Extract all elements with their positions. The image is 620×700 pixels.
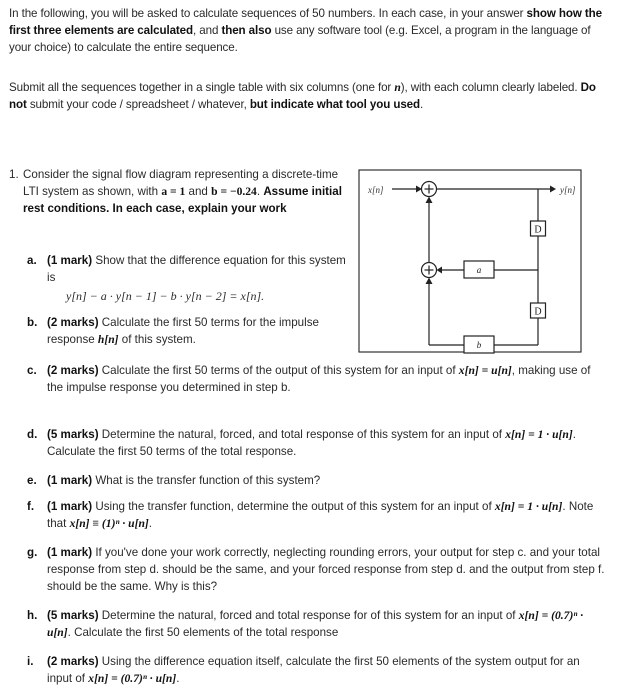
intro-text: In the following, you will be asked to calculate sequences of 50 numbers. In each case, in your answer	[9, 7, 527, 20]
math-n: n	[394, 81, 401, 94]
part-text: of this system.	[118, 333, 196, 346]
input-label: x[n]	[368, 185, 384, 195]
part-text: . Calculate the first 50 elements of the total response	[67, 626, 339, 639]
intro-bold: but indicate what tool you used	[249, 98, 420, 111]
part-g-label: g.	[27, 546, 38, 559]
intro-paragraph-1	[9, 5, 609, 56]
part-b-text	[47, 314, 347, 348]
math-expr: x[n] = 1 · u[n]	[505, 428, 573, 441]
math-a-value: a = 1	[161, 185, 186, 198]
delay-block-2	[531, 303, 546, 318]
part-g-text	[47, 544, 607, 595]
adder-top	[422, 182, 437, 197]
delay-block-1	[531, 221, 546, 236]
intro-bold: Do not	[9, 81, 596, 111]
adder-bottom	[422, 263, 437, 278]
part-text: , making use of the impulse response you determined in step b.	[47, 364, 591, 394]
part-text: Determine the natural, forced, and total response of this system for an input of	[98, 428, 506, 441]
part-e-label: e.	[27, 474, 37, 487]
part-text: Using the difference equation itself, calculate the first 50 elements of the system output for an input of	[47, 655, 580, 685]
part-c-text	[47, 362, 592, 396]
math-b-value: b = −0.24	[211, 185, 257, 198]
mark: (2 marks)	[47, 364, 99, 377]
part-f-label: f.	[27, 500, 35, 513]
part-text: Determine the natural, forced and total response for of this system for an input of	[98, 609, 519, 622]
part-b-label: b.	[27, 316, 38, 329]
part-a-label: a.	[27, 254, 37, 267]
mark: (1 mark)	[47, 500, 93, 513]
intro-text: Submit all the sequences together in a single table with six columns (one for	[9, 81, 395, 94]
intro-bold: then also	[221, 24, 272, 37]
part-e-text	[47, 472, 607, 489]
math-expr: x[n] = (0.7)ⁿ · u[n]	[88, 672, 177, 685]
intro-text: .	[420, 98, 424, 111]
mark: (1 mark)	[47, 474, 93, 487]
part-h-text	[47, 607, 607, 641]
part-text: If you've done your work correctly, neglecting rounding errors, your output for step c. and your total response from step d. should be the same, and your forced response from step d. and the output from step f. should be the same. Why is this?	[47, 546, 605, 593]
gain-b-label: b	[476, 340, 482, 350]
math-expr: x[n] = u[n]	[458, 364, 512, 377]
output-label: y[n]	[560, 185, 576, 195]
part-text: .	[176, 672, 180, 685]
gain-a-label: a	[476, 265, 482, 275]
mark: (1 mark)	[47, 254, 93, 267]
part-i-text	[47, 653, 607, 687]
mark: (2 marks)	[47, 655, 99, 668]
mark: (1 mark)	[47, 546, 93, 559]
part-text: What is the transfer function of this system?	[92, 474, 321, 487]
question-bold: Assume initial rest conditions. In each case, explain your work	[23, 185, 342, 215]
intro-text: submit your code / spreadsheet / whatever,	[26, 98, 250, 111]
question-stem	[23, 166, 351, 217]
mark: (5 marks)	[47, 428, 99, 441]
delay-1-label: D	[534, 224, 542, 236]
intro-bold: show how the first three elements are calculated	[9, 7, 602, 37]
part-d-label: d.	[27, 428, 38, 441]
part-text: Using the transfer function, determine the output of this system for an input of	[92, 500, 495, 513]
question-text: and	[185, 185, 212, 198]
intro-text: ), with each column clearly labeled.	[400, 81, 581, 94]
part-text: . Note that	[47, 500, 594, 530]
intro-text: use any software tool (e.g. Excel, a program in the language of your choice) to calculate the entire sequence.	[9, 24, 591, 54]
delay-2-label: D	[534, 306, 542, 318]
mark: (5 marks)	[47, 609, 99, 622]
math-hn: h[n]	[97, 333, 119, 346]
part-text: Show that the difference equation for this system is	[47, 254, 346, 284]
gain-block-b	[464, 336, 494, 353]
question-text: .	[256, 185, 264, 198]
part-a-text	[47, 252, 347, 286]
part-f-text	[47, 498, 607, 532]
difference-equation: y[n] − a · y[n − 1] − b · y[n − 2] = x[n].	[66, 289, 265, 303]
math-expr: x[n] ≡ (1)ⁿ · u[n]	[69, 517, 149, 530]
part-text: Calculate the first 50 terms for the impulse response	[47, 316, 319, 346]
signal-flow-diagram	[358, 169, 583, 354]
mark: (2 marks)	[47, 316, 99, 329]
intro-paragraph-2	[9, 79, 609, 113]
gain-block-a	[464, 261, 494, 278]
part-text: Calculate the first 50 terms of the output of this system for an input of	[98, 364, 459, 377]
part-d-text	[47, 426, 607, 460]
part-i-label: i.	[27, 655, 34, 668]
part-text: .	[148, 517, 153, 530]
part-text: . Calculate the first 50 terms of the total response.	[47, 428, 576, 458]
math-expr: x[n] = (0.7)ⁿ · u[n]	[47, 609, 584, 639]
intro-text: , and	[193, 24, 222, 37]
part-c-label: c.	[27, 364, 37, 377]
question-number: 1.	[9, 168, 19, 181]
question-text: Consider the signal flow diagram representing a discrete-time LTI system as shown, with	[23, 168, 339, 198]
part-h-label: h.	[27, 609, 38, 622]
math-expr: x[n] = 1 · u[n]	[494, 500, 563, 513]
